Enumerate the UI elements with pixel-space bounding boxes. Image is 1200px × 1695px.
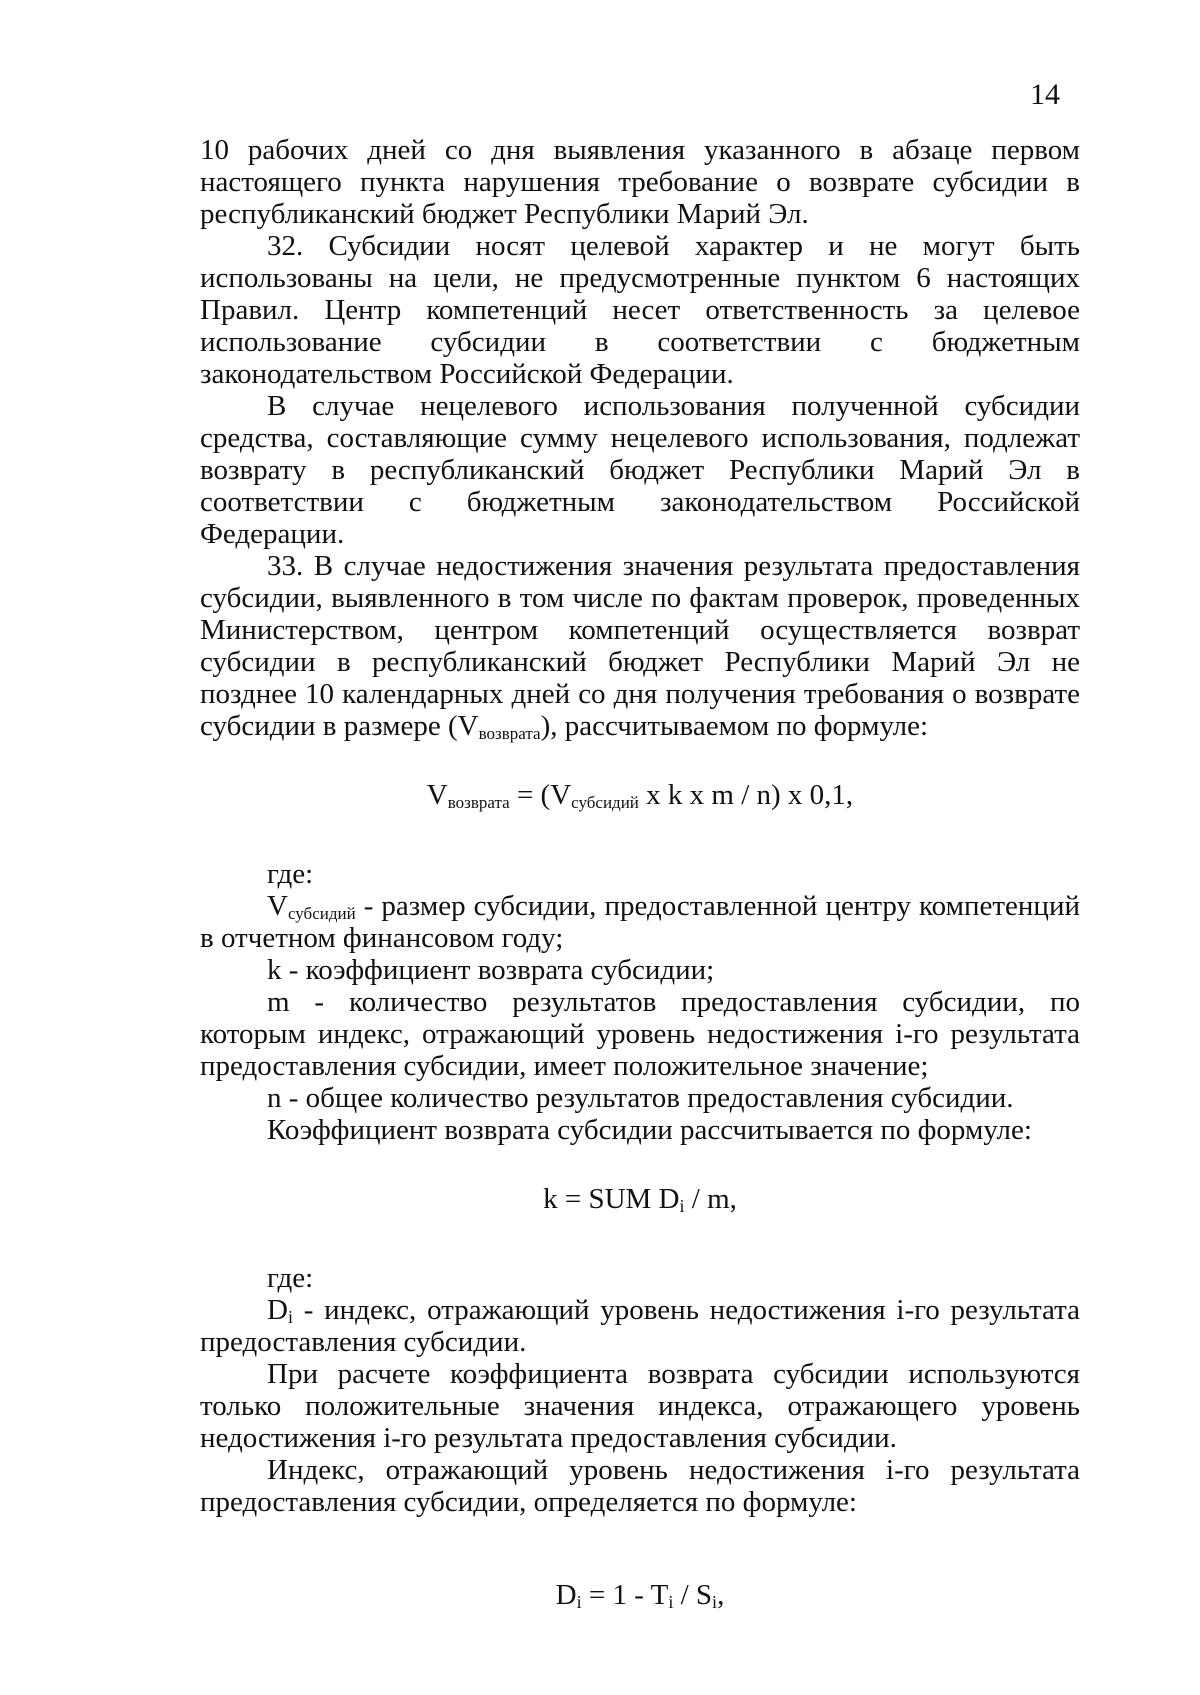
definition-v: $V_{субсидий}$ - размер субсидии, предоставленной центру компетенций в отчетном финансовом году; [200, 890, 1080, 954]
formula-k: k = SUM $D_i$ / m, [543, 1183, 737, 1216]
index-intro: Индекс, отражающий уровень недостижения i-го результата предоставления субсидии, определяется по формуле: [200, 1454, 1080, 1518]
positive-values-note: При расчете коэффициента возврата субсидии используются только положительные значения индекса, отражающего уровень недостижения i-го результата предоставления субсидии. [200, 1358, 1080, 1454]
definition-d: $D_i$ - индекс, отражающий уровень недостижения i-го результата предоставления субсидии. [200, 1294, 1080, 1358]
paragraph-33: 33. В случае недостижения значения результата предоставления субсидии, выявленного в том числе по фактам проверок, проведенных Министерством, центром компетенций осуществляется возврат субсидии в республиканский бюджет Республики Марий Эл не позднее 10 календарных дней со дня получения требования о возврате субсидии в размере $(V_{возврата})$, рассчитываемом по формуле: [200, 550, 1080, 743]
where-label: где: [267, 858, 314, 890]
document-body [200, 134, 1080, 1612]
where-label-2: где: [267, 1262, 314, 1294]
paragraph-misuse: В случае нецелевого использования полученной субсидии средства, составляющие сумму нецелевого использования, подлежат возврату в республиканский бюджет Республики Марий Эл в соответствии с бюджетным законодательством Российской Федерации. [200, 390, 1080, 550]
page-number: 14 [1030, 78, 1060, 111]
paragraph-continuation: 10 рабочих дней со дня выявления указанного в абзаце первом настоящего пункта нарушения требование о возврате субсидии в республиканский бюджет Республики Марий Эл. [200, 134, 1080, 230]
formula-d: $D_i = 1 - T_i / S_i$, [555, 1579, 725, 1612]
definition-m: m - количество результатов предоставления субсидии, по которым индекс, отражающий уровень недостижения i-го результата предоставления субсидии, имеет положительное значение; [200, 986, 1080, 1082]
definition-k: k - коэффициент возврата субсидии; [267, 954, 715, 986]
paragraph-32: 32. Субсидии носят целевой характер и не могут быть использованы на цели, не предусмотренные пунктом 6 настоящих Правил. Центр компетенций несет ответственность за целевое использование субсидии в соответствии с бюджетным законодательством Российской Федерации. [200, 230, 1080, 390]
definition-n: n - общее количество результатов предоставления субсидии. [267, 1082, 1014, 1114]
k-intro: Коэффициент возврата субсидии рассчитывается по формуле: [267, 1114, 1032, 1146]
formula-refund: $V_{возврата} = (V_{субсидий}$ x k x m / n) x 0,1, [426, 779, 854, 812]
